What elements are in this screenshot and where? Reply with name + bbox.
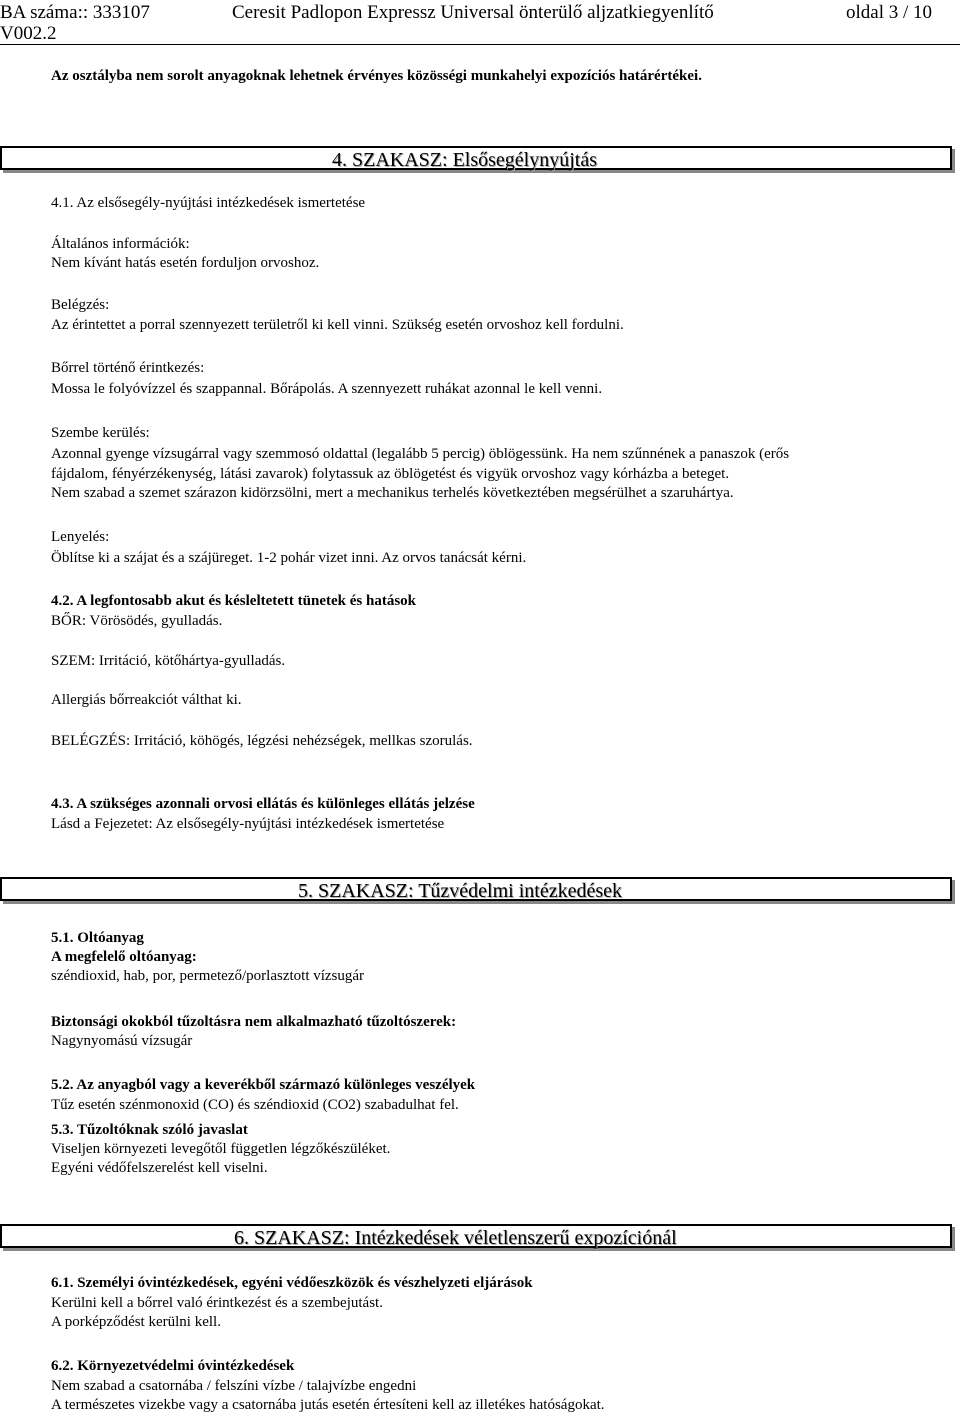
section-4-title: 4. SZAKASZ: Elsősegélynyújtás bbox=[332, 149, 597, 171]
subsection-6-1-text-1: Kerülni kell a bőrrel való érintkezést és a szembejutást. bbox=[51, 1295, 383, 1311]
product-name: Ceresit Padlopon Expressz Universal önterülő aljzatkiegyenlítő bbox=[232, 2, 714, 23]
subsection-6-1-title: 6.1. Személyi óvintézkedések, egyéni védőeszközök és vészhelyzeti eljárások bbox=[51, 1275, 533, 1291]
page-number: oldal 3 / 10 bbox=[846, 2, 933, 23]
section-6-title: 6. SZAKASZ: Intézkedések véletlenszerű expozíciónál bbox=[234, 1227, 677, 1249]
symptom-eye: SZEM: Irritáció, kötőhártya-gyulladás. bbox=[51, 653, 286, 669]
section-6-heading-bar bbox=[0, 1224, 952, 1248]
eye-contact-text-1: Azonnal gyenge vízsugárral vagy szemmosó oldattal (legalább 5 percig) öblögessünk. Ha nem szűnnének a panaszok (erős bbox=[51, 446, 790, 462]
subsection-6-2-text-2: A természetes vizekbe vagy a csatornába jutás esetén értesíteni kell az illetékes hatóságokat. bbox=[51, 1397, 605, 1413]
skin-contact-text: Mossa le folyóvízzel és szappannal. Bőrápolás. A szennyezett ruhákat azonnal le kell venni. bbox=[51, 381, 603, 397]
inhalation-text: Az érintettet a porral szennyezett területről ki kell vinni. Szükség esetén orvoshoz kell fordulni. bbox=[51, 317, 624, 333]
symptom-inhalation: BELÉGZÉS: Irritáció, köhögés, légzési nehézségek, mellkas szorulás. bbox=[51, 733, 473, 749]
subsection-5-3-title: 5.3. Tűzoltóknak szóló javaslat bbox=[51, 1122, 248, 1138]
section-5-title: 5. SZAKASZ: Tűzvédelmi intézkedések bbox=[298, 880, 623, 902]
subsection-6-2-title: 6.2. Környezetvédelmi óvintézkedések bbox=[51, 1358, 295, 1374]
subsection-6-2-text-1: Nem szabad a csatornába / felszíni vízbe / talajvízbe engedni bbox=[51, 1378, 417, 1394]
section-4-heading-bar bbox=[0, 146, 952, 170]
ingestion-label: Lenyelés: bbox=[51, 529, 110, 545]
document-number: BA száma:: 333107 bbox=[0, 2, 150, 23]
symptom-skin: BŐR: Vörösödés, gyulladás. bbox=[51, 613, 223, 629]
subsection-5-1-title: 5.1. Oltóanyag bbox=[51, 930, 144, 946]
eye-contact-text-3: Nem szabad a szemet szárazon kidörzsölni, mert a mechanikus terhelés következtében megsérülhet a szaruhártya. bbox=[51, 485, 734, 501]
symptom-allergy: Allergiás bőrreakciót válthat ki. bbox=[51, 692, 242, 708]
section-5-heading-bar bbox=[0, 877, 952, 901]
subsection-5-2-title: 5.2. Az anyagból vagy a keverékből származó különleges veszélyek bbox=[51, 1077, 476, 1093]
eye-contact-text-2: fájdalom, fényérzékenység, látási zavarok) folytassuk az öblögetést és vigyük orvoshoz vagy kórházba a beteget. bbox=[51, 466, 730, 482]
general-info-label: Általános információk: bbox=[51, 236, 190, 252]
ingestion-text: Öblítse ki a szájat és a szájüreget. 1-2 pohár vizet inni. Az orvos tanácsát kérni. bbox=[51, 550, 527, 566]
subsection-5-2-text: Tűz esetén szénmonoxid (CO) és széndioxid (CO2) szabadulhat fel. bbox=[51, 1097, 459, 1113]
header-divider bbox=[0, 44, 960, 45]
unsuitable-extinguisher-text: Nagynyomású vízsugár bbox=[51, 1033, 193, 1049]
intro-text: Az osztályba nem sorolt anyagoknak lehetnek érvényes közösségi munkahelyi expozíciós határértékei. bbox=[51, 68, 702, 84]
document-version: V002.2 bbox=[0, 23, 57, 44]
inhalation-label: Belégzés: bbox=[51, 297, 110, 313]
eye-contact-label: Szembe kerülés: bbox=[51, 425, 150, 441]
suitable-extinguisher-text: széndioxid, hab, por, permetező/porlasztott vízsugár bbox=[51, 968, 365, 984]
subsection-4-1-title: 4.1. Az elsősegély-nyújtási intézkedések ismertetése bbox=[51, 195, 366, 211]
subsection-4-3-text: Lásd a Fejezetet: Az elsősegély-nyújtási intézkedések ismertetése bbox=[51, 816, 445, 832]
subsection-5-3-text-2: Egyéni védőfelszerelést kell viselni. bbox=[51, 1160, 268, 1176]
subsection-4-3-title: 4.3. A szükséges azonnali orvosi ellátás és különleges ellátás jelzése bbox=[51, 796, 475, 812]
page-header bbox=[0, 0, 960, 46]
unsuitable-extinguisher-label: Biztonsági okokból tűzoltásra nem alkalmazható tűzoltószerek: bbox=[51, 1014, 457, 1030]
subsection-6-1-text-2: A porképződést kerülni kell. bbox=[51, 1314, 221, 1330]
general-info-text: Nem kívánt hatás esetén forduljon orvoshoz. bbox=[51, 255, 320, 271]
suitable-extinguisher-label: A megfelelő oltóanyag: bbox=[51, 949, 197, 965]
skin-contact-label: Bőrrel történő érintkezés: bbox=[51, 360, 205, 376]
subsection-4-2-title: 4.2. A legfontosabb akut és késleltetett tünetek és hatások bbox=[51, 593, 417, 609]
subsection-5-3-text-1: Viseljen környezeti levegőtől független légzőkészüléket. bbox=[51, 1141, 391, 1157]
